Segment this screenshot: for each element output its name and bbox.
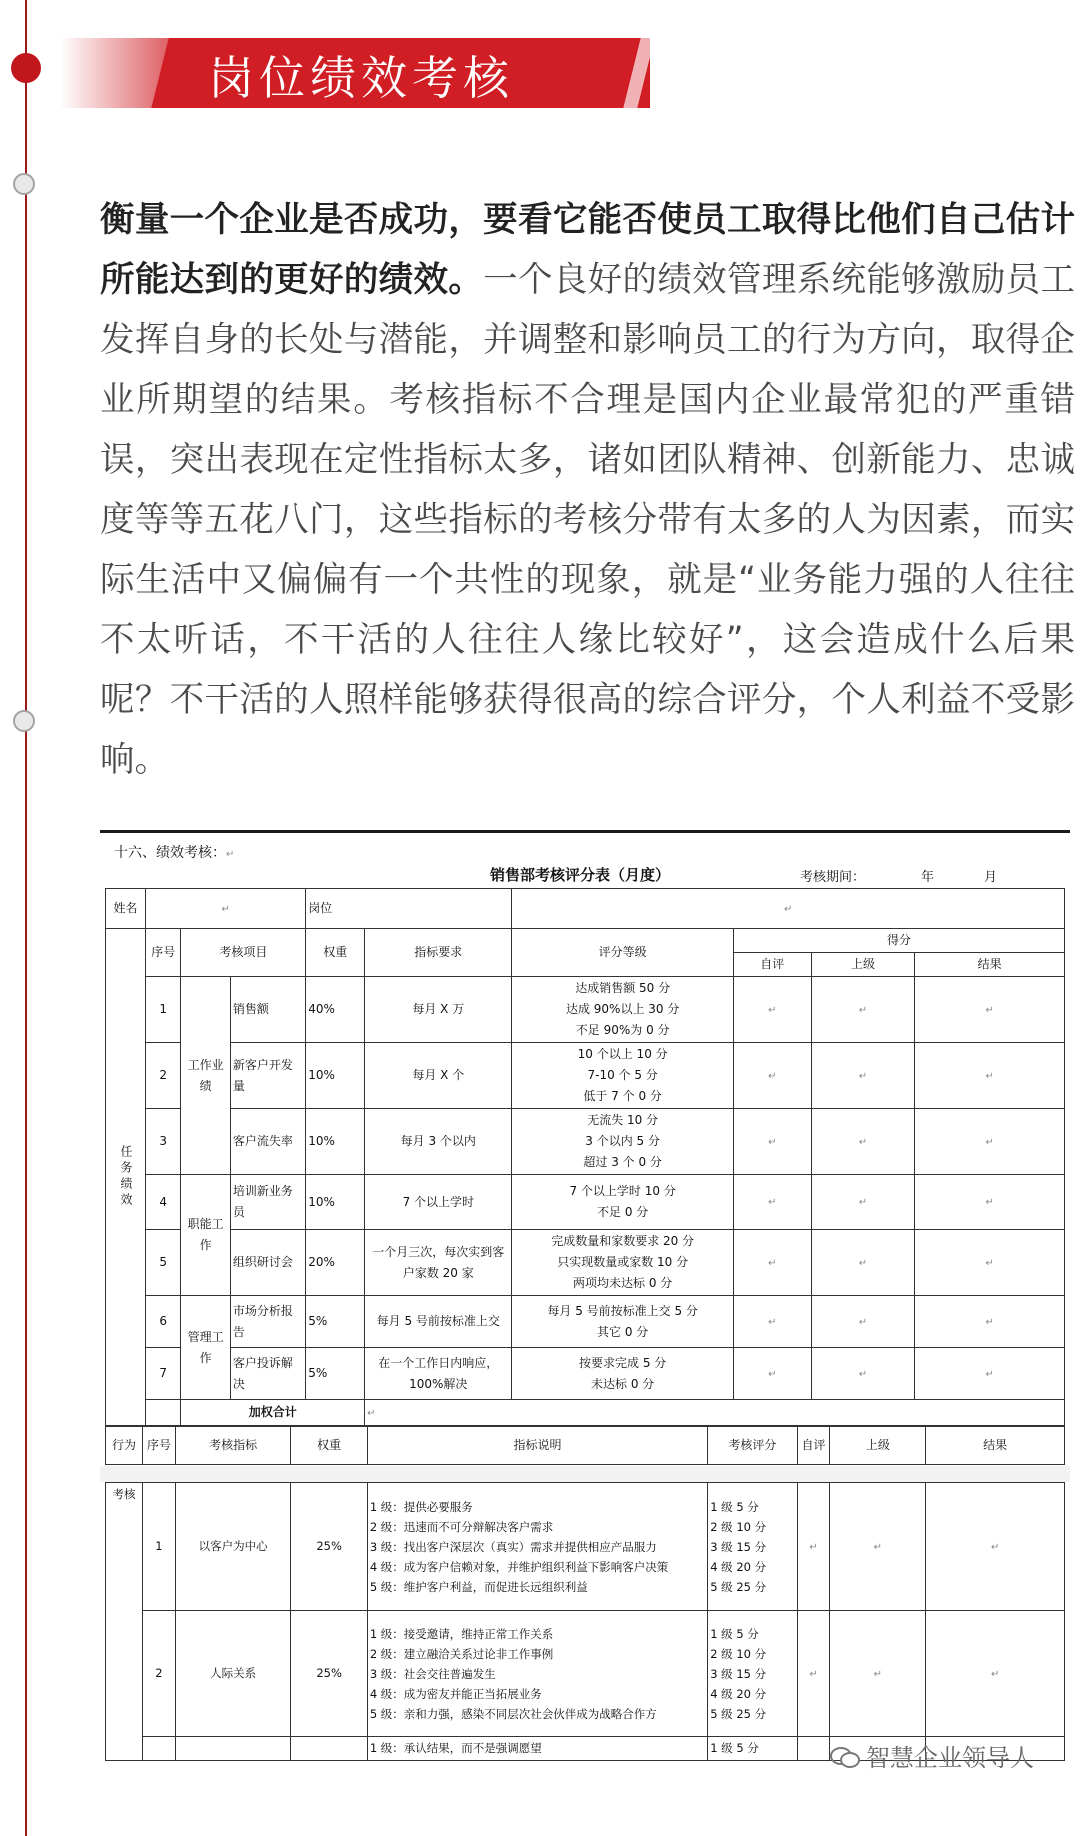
task-performance-table: 姓名 ↵ 岗位 ↵ 任务绩效 序号 考核项目 权重 指标要求 评分等级 得分 自评 上级 结果 1 工作业绩 销售额 40% 每月 X 万 达成销售额 50 分 达成 90%以上 30 分 不足 90%为 0 分 ↵ ↵ ↵ 2 新客户开发量 10% 每月 X 个 10 个以上 10 分 7-10 个 5 分 低于 7 个 0 分 ↵ ↵ ↵ 3 客户流失率 10% 每月 3 个以内 无流失 10 分 3 个以内 5 分 超过 3 个 0 分 ↵ ↵ ↵ 4 职能工作 培训新业务员 10% 7 个以上学时 7 个以上学时 10 分 不足 0 分 ↵ ↵ ↵ 5 组织研讨会 20% 一个月三次，每次实到客户家数 20 家 完成数量和家数要求 20 分 只实现数量或家数 10 分 两项均未达标 0 分 ↵ ↵ ↵ 6 管理工作 市场分析报告 5% 每月 5 号前按标准上交 每月 5 号前按标准上交 5 分 其它 0 分 ↵ ↵ ↵ 7 客户投诉解决 5% 在一个工作日内响应，100%解决 按要求完成 5 分 未达标 0 分 ↵ ↵ ↵ 加权合计 ↵ — [105, 888, 1065, 1426]
table-row: 5 组织研讨会 20% 一个月三次，每次实到客户家数 20 家 完成数量和家数要求 20 分 只实现数量或家数 10 分 两项均未达标 0 分 ↵ ↵ ↵ — [106, 1230, 1065, 1296]
watermark — [830, 1738, 1034, 1773]
behavior-label: 行为 — [106, 1427, 143, 1465]
table-row: 7 客户投诉解决 5% 在一个工作日内响应，100%解决 按要求完成 5 分 未达标 0 分 ↵ ↵ ↵ — [106, 1348, 1065, 1400]
table-row: 2 新客户开发量 10% 每月 X 个 10 个以上 10 分 7-10 个 5 分 低于 7 个 0 分 ↵ ↵ ↵ — [106, 1043, 1065, 1109]
task-label: 任务绩效 — [106, 929, 146, 1426]
section-title-banner — [60, 38, 650, 108]
group-work: 工作业绩 — [181, 977, 230, 1175]
table-row: 1 级：承认结果，而不是强调愿望 1 级 5 分 — [106, 1737, 1065, 1761]
body-paragraph — [100, 190, 1075, 790]
col-weight: 权重 — [306, 929, 365, 977]
doc-heading: 十六、绩效考核：↵ — [114, 845, 235, 861]
table-row: 6 管理工作 市场分析报告 5% 每月 5 号前按标准上交 每月 5 号前按标准上交 5 分 其它 0 分 ↵ ↵ ↵ — [106, 1296, 1065, 1348]
table-row: 考核 1 以客户为中心 25% 1 级：提供必要服务 2 级：迅速而不可分辩解决客户需求 3 级：找出客户深层次（真实）需求并提供相应产品服力 4 级：成为客户信赖对象，并维护组织利益下影响客户决策 5 级：维护客户利益，而促进长远组织利益 1 级 5 分 2 级 10 分 3 级 15 分 4 级 20 分 5 级 25 分 ↵ ↵ ↵ — [106, 1483, 1065, 1611]
watermark-text: 智慧企业领导人 — [866, 1744, 1034, 1772]
post-label: 岗位 — [306, 889, 512, 929]
table-row: 1 工作业绩 销售额 40% 每月 X 万 达成销售额 50 分 达成 90%以上 30 分 不足 90%为 0 分 ↵ ↵ ↵ — [106, 977, 1065, 1043]
col-superior: 上级 — [811, 953, 915, 977]
timeline-dot — [13, 710, 35, 732]
group-duty: 职能工作 — [181, 1175, 230, 1296]
weighted-total-label: 加权合计 — [181, 1400, 365, 1426]
wechat-icon — [830, 1745, 860, 1767]
timeline-dot-active — [11, 53, 41, 83]
col-result: 结果 — [915, 953, 1065, 977]
col-seq: 序号 — [146, 929, 181, 977]
timeline-dot — [13, 173, 35, 195]
scanned-document — [100, 830, 1070, 1795]
assess-label: 考核 — [106, 1483, 143, 1761]
behavior-header-table: 行为 序号 考核指标 权重 指标说明 考核评分 自评 上级 结果 — [105, 1426, 1065, 1465]
section-title: 岗位绩效考核 — [208, 51, 514, 105]
col-self: 自评 — [733, 953, 811, 977]
group-manage: 管理工作 — [181, 1296, 230, 1400]
paragraph-bold: 衡量一个企业是否成功，要看它能否使员工取得比他们自己估计所能达到的更好的绩效。 — [100, 200, 1075, 300]
col-score: 得分 — [733, 929, 1064, 953]
doc-table-title: 销售部考核评分表（月度） — [490, 866, 671, 884]
paragraph-text: 一个良好的绩效管理系统能够激励员工发挥自身的长处与潜能，并调整和影响员工的行为方向，取得企业所期望的结果。考核指标不合理是国内企业最常犯的严重错误，突出表现在定性指标太多，诸如团队精神、创新能力、忠诚度等等五花八门，这些指标的考核分带有太多的人为因素，而实际生活中又偏偏有一个共性的现象，就是“业务能力强的人往往不太听话，不干活的人往往人缘比较好”，这会造成什么后果呢？不干活的人照样能够获得很高的综合评分，个人利益不受影响。 — [100, 260, 1076, 780]
col-req: 指标要求 — [365, 929, 512, 977]
doc-period: 考核期间： 年 月 — [800, 870, 998, 885]
table-row: 2 人际关系 25% 1 级：接受邀请，维持正常工作关系 2 级：建立融洽关系过论非工作事例 3 级：社会交往普遍发生 4 级：成为密友并能正当拓展业务 5 级：亲和力强，感染不同层次社会伙伴成为战略合作方 1 级 5 分 2 级 10 分 3 级 15 分 4 级 20 分 5 级 25 分 ↵ ↵ ↵ — [106, 1611, 1065, 1737]
col-grade: 评分等级 — [512, 929, 733, 977]
page-break-gap — [100, 1466, 1070, 1482]
table-row: 4 职能工作 培训新业务员 10% 7 个以上学时 7 个以上学时 10 分 不足 0 分 ↵ ↵ ↵ — [106, 1175, 1065, 1230]
behavior-table — [105, 1482, 1065, 1761]
table-row: 3 客户流失率 10% 每月 3 个以内 无流失 10 分 3 个以内 5 分 超过 3 个 0 分 ↵ ↵ ↵ — [106, 1109, 1065, 1175]
col-item: 考核项目 — [181, 929, 306, 977]
name-label: 姓名 — [106, 889, 146, 929]
timeline-line — [25, 0, 27, 1836]
